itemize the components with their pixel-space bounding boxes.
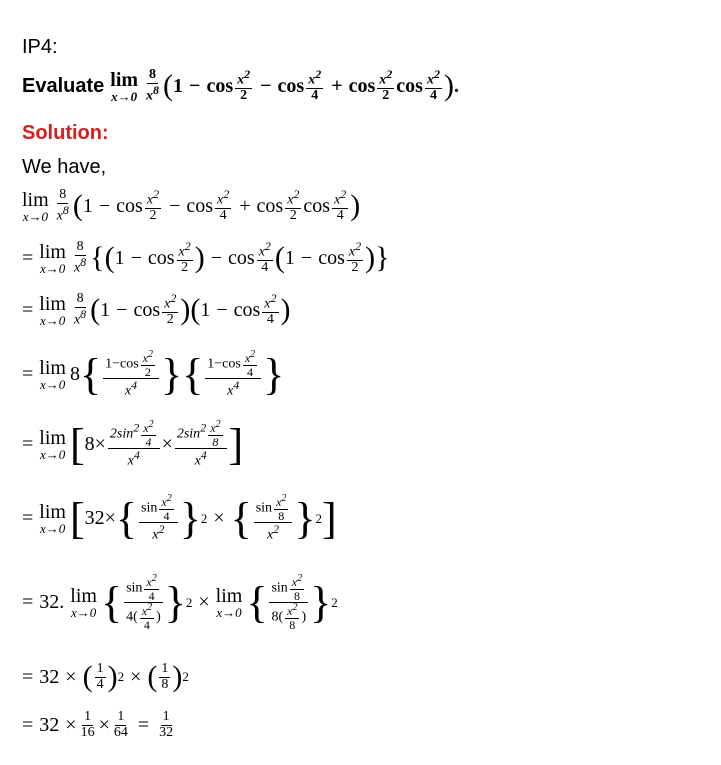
step-2: = lim x→0 $\frac{8}{x^8}$ {( 1 − cos $\frac{x^2}{2}$ ) − cos $\frac{x^2}{4}$ ( 1 − cos $\frac{x^2}{2}$ )} [22, 239, 390, 276]
solution-label: Solution: [22, 122, 109, 144]
step-6: = lim x→0 [ 32 × { sin $\frac{x^2}{4}$ $x^2$ } 2 × { sin $\frac{x^2}{8}$ $x^2$ } 2 ] [22, 493, 337, 543]
evaluate-word: Evaluate [22, 74, 105, 97]
step-4: = lim x→0 8 { 1−cos $\frac{x^2}{2}$ $x^4$ }{ 1−cos $\frac{x^2}{4}$ $x^4$ } [22, 349, 285, 399]
step-1: lim x→0 $\frac{8}{x^8}$ ( 1 − cos $\frac{x^2}{2}$ − cos $\frac{x^2}{4}$ + cos $\frac{x^2}{2}$ cos $\frac{x^2}{4}$ ) [22, 187, 361, 224]
step-7: = 32. lim x→0 { sin $\frac{x^2}{4}$ 4( $\frac{x^2}{4}$ ) } 2 × lim x→0 { sin $\frac{x^2}{8}$ 8( $\frac{x^2}{8}$ ) } 2 [22, 573, 338, 632]
we-have-text: We have, [22, 156, 107, 178]
step-3: = lim x→0 $\frac{8}{x^8}$ ( 1 − cos $\frac{x^2}{2}$ )( 1 − cos $\frac{x^2}{4}$ ) [22, 291, 291, 328]
step-8: = 32 × ( $\frac{1}{4}$ ) 2 × ( $\frac{1}{8}$ ) 2 [22, 660, 189, 694]
problem-label: IP4: [22, 36, 58, 58]
problem-statement: Evaluate lim x→0 $\frac{8}{x^8}$ ( 1 − cos $\frac{x^2}{2}$ − cos $\frac{x^2}{4}$ + cos $\frac{x^2}{2}$ cos $\frac{x^2}{4}$ ) . [22, 67, 459, 104]
limit-operator: lim x→0 [110, 68, 139, 104]
step-5: = lim x→0 [ 8 × $2\sin^2$ $\frac{x^2}{4}$ $x^4$ × $2\sin^2$ $\frac{x^2}{8}$ $x^4$ ] [22, 419, 244, 469]
step-9: = 32 × $\frac{1}{16}$ × $\frac{1}{64}$ = $\frac{1}{32}$ [22, 709, 174, 740]
